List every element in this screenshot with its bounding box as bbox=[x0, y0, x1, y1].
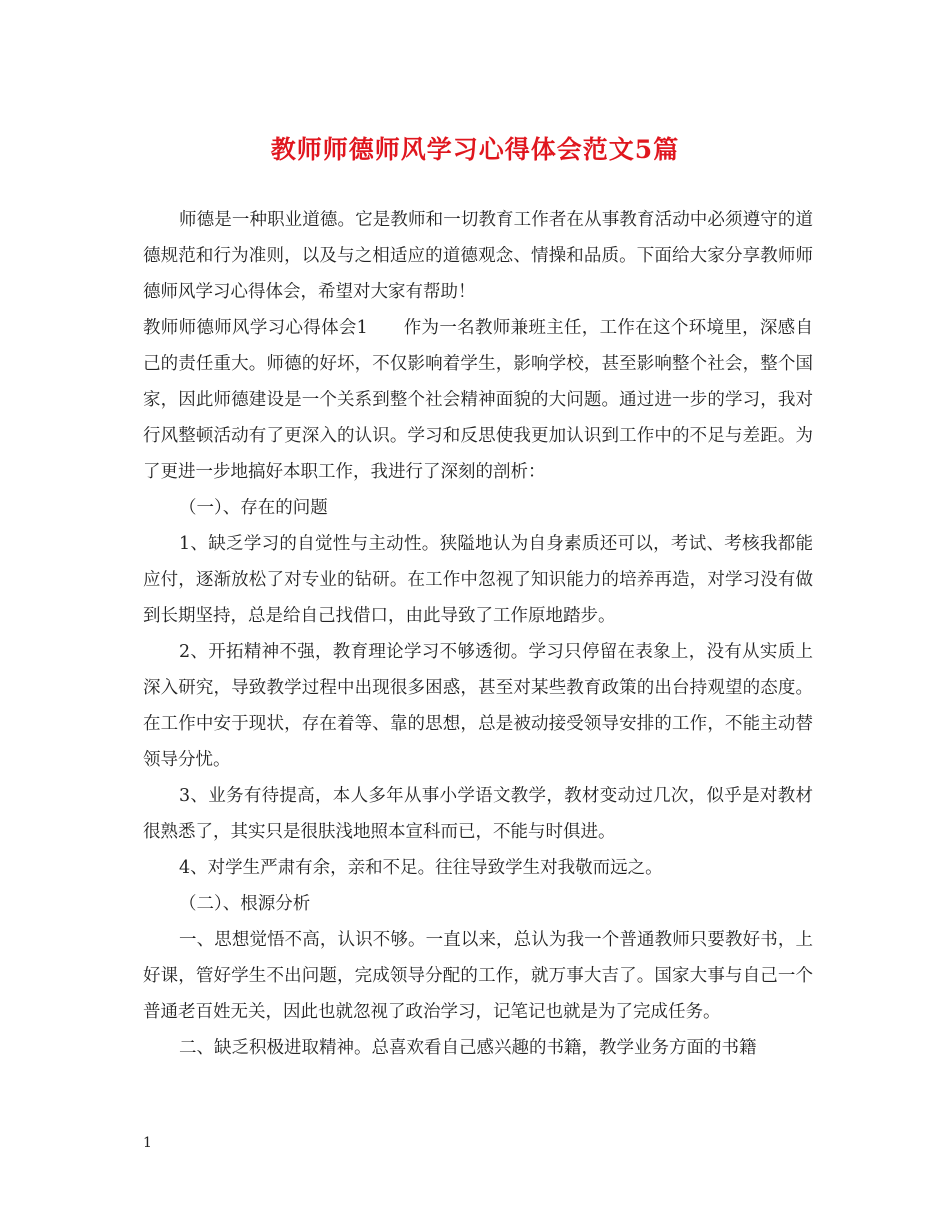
paragraph-analysis-1: 一、思想觉悟不高，认识不够。一直以来，总认为我一个普通教师只要教好书，上好课，管好学生不出问题，完成领导分配的工作，就万事大吉了。国家大事与自己一个普通老百姓无关，因此也就忽视了政治学习，记笔记也就是为了完成任务。 bbox=[143, 930, 813, 1022]
heading-existing-problems: （一）、存在的问题 bbox=[179, 498, 328, 518]
paragraph-problem-4: 4、对学生严肃有余，亲和不足。往往导致学生对我敬而远之。 bbox=[179, 858, 663, 878]
paragraph-section-1: 教师师德师风学习心得体会1 作为一名教师兼班主任，工作在这个环境里，深感自己的责任重大。师德的好坏，不仅影响着学生，影响学校，甚至影响整个社会，整个国家，因此师德建设是一个关系到整个社会精神面貌的大问题。通过进一步的学习，我对行风整顿活动有了更深入的认识。学习和反思使我更加认识到工作中的不足与差距。为了更进一步地搞好本职工作，我进行了深刻的剖析： bbox=[143, 318, 813, 482]
paragraph-intro: 师德是一种职业道德。它是教师和一切教育工作者在从事教育活动中必须遵守的道德规范和行为准则，以及与之相适应的道德观念、情操和品质。下面给大家分享教师师德师风学习心得体会，希望对大家有帮助！ bbox=[143, 210, 813, 302]
page-number: 1 bbox=[143, 1135, 152, 1151]
document-title: 教师师德师风学习心得体会范文5篇 bbox=[270, 135, 680, 164]
paragraph-analysis-2: 二、缺乏积极进取精神。总喜欢看自己感兴趣的书籍，教学业务方面的书籍 bbox=[179, 1038, 757, 1058]
paragraph-problem-3: 3、业务有待提高，本人多年从事小学语文教学，教材变动过几次，似乎是对教材很熟悉了，其实只是很肤浅地照本宣科而已，不能与时俱进。 bbox=[143, 786, 813, 842]
document-body bbox=[143, 202, 813, 1066]
heading-root-analysis: （二）、根源分析 bbox=[179, 894, 311, 914]
paragraph-problem-2: 2、开拓精神不强，教育理论学习不够透彻。学习只停留在表象上，没有从实质上深入研究，导致教学过程中出现很多困惑，甚至对某些教育政策的出台持观望的态度。在工作中安于现状，存在着等、靠的思想，总是被动接受领导安排的工作，不能主动替领导分忧。 bbox=[143, 642, 813, 770]
paragraph-problem-1: 1、缺乏学习的自觉性与主动性。狭隘地认为自身素质还可以，考试、考核我都能应付，逐渐放松了对专业的钻研。在工作中忽视了知识能力的培养再造，对学习没有做到长期坚持，总是给自己找借口，由此导致了工作原地踏步。 bbox=[143, 534, 813, 626]
